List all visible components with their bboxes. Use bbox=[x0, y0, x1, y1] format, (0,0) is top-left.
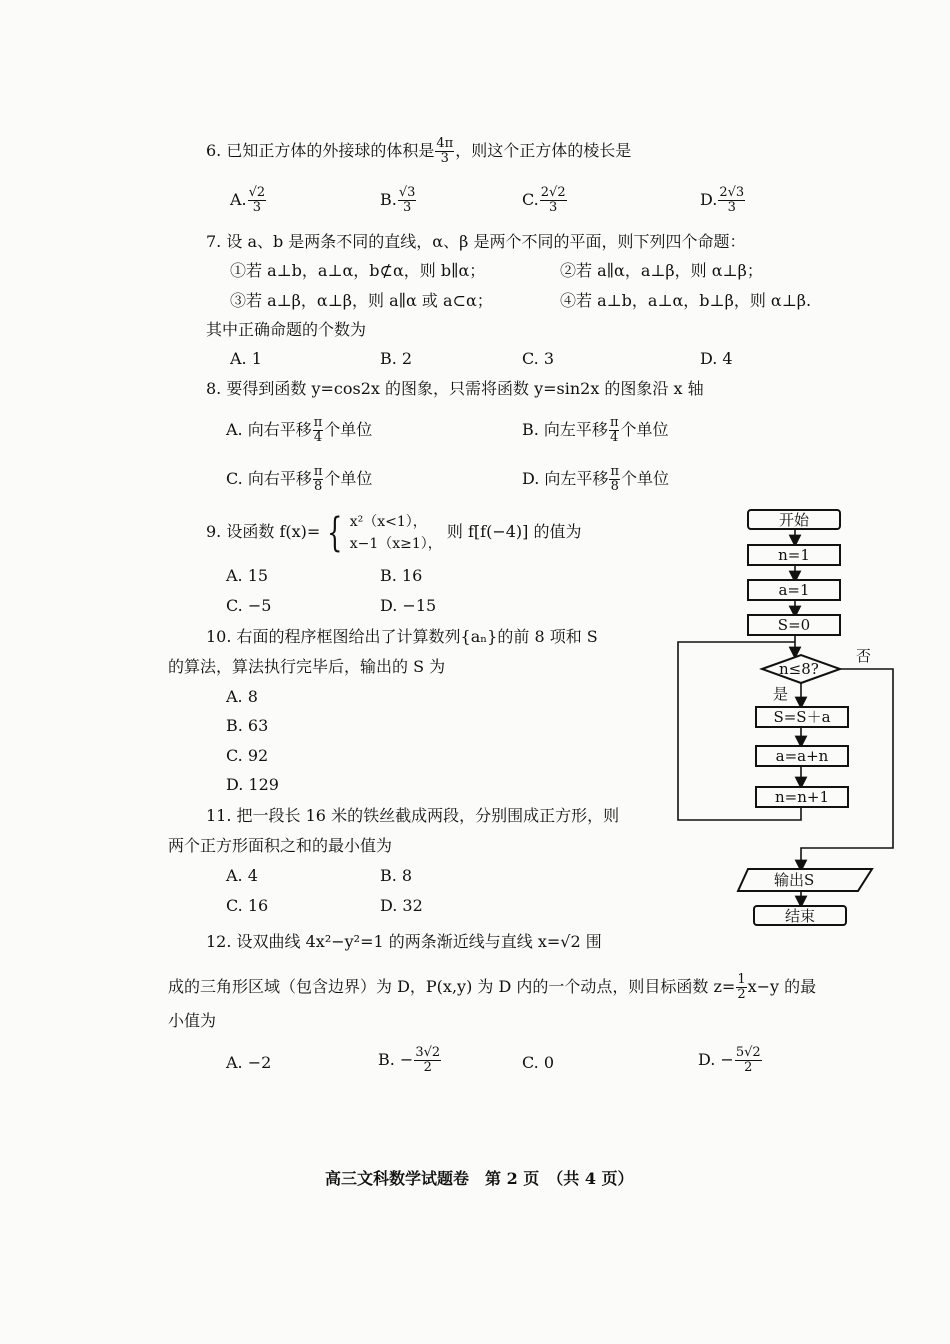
q8-opt-post: 个单位 bbox=[324, 469, 373, 488]
q11-line-2: 两个正方形面积之和的最小值为 bbox=[168, 836, 393, 855]
q12-opt-num: 3√2 bbox=[415, 1045, 441, 1060]
q8-opt-post: 个单位 bbox=[620, 469, 669, 488]
flow-a-update-box: a=a+n bbox=[755, 745, 849, 767]
q12-line2-post: x−y 的最 bbox=[747, 977, 817, 996]
q7-prop-3: ③若 a⊥β，α⊥β，则 a∥α 或 a⊂α； bbox=[230, 291, 493, 310]
q6-opt-num: √2 bbox=[248, 185, 266, 200]
q6-opt-letter: A. bbox=[230, 190, 247, 209]
q9-stem-post: 则 f[f(−4)] 的值为 bbox=[446, 522, 582, 541]
q8-opt-num: π bbox=[610, 464, 619, 479]
q8-opt-pre: D. 向左平移 bbox=[522, 469, 609, 488]
q11-option-d: D. 32 bbox=[380, 896, 423, 915]
q6-opt-letter: C. bbox=[522, 190, 539, 209]
q7-stem: 7. 设 a、b 是两条不同的直线，α、β 是两个不同的平面，则下列四个命题： bbox=[206, 232, 746, 251]
q12-opt-num: 5√2 bbox=[735, 1045, 761, 1060]
q12-frac-den: 2 bbox=[737, 987, 746, 1002]
q6-stem-post: ，则这个正方体的棱长是 bbox=[455, 141, 632, 160]
q12-line-1: 12. 设双曲线 4x²−y²=1 的两条渐近线与直线 x=√2 围 bbox=[206, 932, 602, 951]
q7-option-c: C. 3 bbox=[522, 349, 555, 368]
q12-opt-den: 2 bbox=[423, 1060, 432, 1075]
q8-opt-post: 个单位 bbox=[324, 420, 373, 439]
q7-option-d: D. 4 bbox=[700, 349, 733, 368]
q8-opt-num: π bbox=[609, 415, 619, 430]
q10-option-b: B. 63 bbox=[226, 716, 269, 735]
q12-frac-num: 1 bbox=[737, 972, 746, 987]
q11-option-b: B. 8 bbox=[380, 866, 413, 885]
q8-opt-den: 4 bbox=[610, 430, 619, 445]
flow-n-init-box: n=1 bbox=[747, 544, 841, 566]
q8-opt-den: 8 bbox=[610, 479, 619, 494]
q8-opt-num: π bbox=[313, 415, 323, 430]
q10-option-a: A. 8 bbox=[226, 687, 258, 706]
q7-prop-2: ②若 a∥α，a⊥β，则 α⊥β； bbox=[560, 261, 763, 280]
q6-opt-den: 3 bbox=[549, 200, 558, 215]
q12-opt-den: 2 bbox=[744, 1060, 753, 1075]
q8-opt-pre: C. 向右平移 bbox=[226, 469, 312, 488]
flow-output-text: 输出S bbox=[774, 871, 815, 889]
flow-s-update-box: S=S＋a bbox=[755, 706, 849, 728]
q12-line2-pre: 成的三角形区域（包含边界）为 D，P(x,y) 为 D 内的一个动点，则目标函数 z= bbox=[168, 977, 736, 996]
q6-frac-den: 3 bbox=[440, 151, 449, 166]
q11-line-1: 11. 把一段长 16 米的铁丝截成两段，分别围成正方形，则 bbox=[206, 806, 620, 825]
q12-opt-pre: C. 0 bbox=[522, 1053, 555, 1072]
q6-opt-letter: B. bbox=[380, 190, 397, 209]
q8-opt-post: 个单位 bbox=[620, 420, 669, 439]
flow-n-update-box: n=n+1 bbox=[755, 786, 849, 808]
q9-case-2: x−1（x≥1）， bbox=[349, 535, 442, 552]
q12-opt-pre: D. − bbox=[698, 1050, 734, 1069]
q9-option-a: A. 15 bbox=[226, 566, 269, 585]
q6-opt-num: √3 bbox=[398, 185, 416, 200]
q6-opt-den: 3 bbox=[252, 200, 262, 215]
q8-opt-den: 8 bbox=[313, 479, 323, 494]
q6-frac-num: 4π bbox=[436, 136, 454, 151]
flow-start-box: 开始 bbox=[747, 509, 841, 530]
q6-opt-den: 3 bbox=[727, 200, 736, 215]
q8-opt-pre: B. 向左平移 bbox=[522, 420, 608, 439]
q6-opt-num: 2√3 bbox=[719, 185, 745, 200]
flow-no-label: 否 bbox=[856, 647, 872, 665]
q7-prop-1: ①若 a⊥b，a⊥α，b⊄α，则 b∥α； bbox=[230, 261, 486, 280]
q6-opt-letter: D. bbox=[700, 190, 718, 209]
q6-stem-pre: 6. 已知正方体的外接球的体积是 bbox=[206, 141, 435, 160]
q9-stem-pre: 9. 设函数 f(x)= bbox=[206, 522, 321, 541]
q12-line-3: 小值为 bbox=[168, 1011, 217, 1030]
q7-option-a: A. 1 bbox=[230, 349, 262, 368]
q9-option-d: D. −15 bbox=[380, 596, 437, 615]
q10-option-c: C. 92 bbox=[226, 746, 269, 765]
q6-opt-den: 3 bbox=[402, 200, 412, 215]
q10-line-2: 的算法，算法执行完毕后，输出的 S 为 bbox=[168, 657, 446, 676]
q10-line-1: 10. 右面的程序框图给出了计算数列{aₙ}的前 8 项和 S bbox=[206, 627, 598, 646]
q9-option-b: B. 16 bbox=[380, 566, 423, 585]
page-footer: 高三文科数学试题卷 第 2 页 （共 4 页） bbox=[325, 1169, 634, 1188]
q8-opt-num: π bbox=[313, 464, 323, 479]
flow-yes-label: 是 bbox=[773, 685, 789, 703]
q11-option-a: A. 4 bbox=[226, 866, 258, 885]
q8-opt-den: 4 bbox=[313, 430, 323, 445]
q11-option-c: C. 16 bbox=[226, 896, 269, 915]
flow-end-box: 结束 bbox=[753, 905, 847, 926]
flow-condition-text: n≤8? bbox=[779, 660, 819, 678]
q7-option-b: B. 2 bbox=[380, 349, 413, 368]
q9-option-c: C. −5 bbox=[226, 596, 272, 615]
flow-s-init-box: S=0 bbox=[747, 614, 841, 636]
q9-case-1: x²（x<1）， bbox=[349, 513, 427, 530]
q12-opt-pre: A. −2 bbox=[226, 1053, 272, 1072]
left-brace-icon: { bbox=[327, 509, 343, 556]
no-branch-line bbox=[801, 669, 893, 866]
q6-opt-num: 2√2 bbox=[540, 185, 566, 200]
flow-a-init-box: a=1 bbox=[747, 579, 841, 601]
q7-prop-4: ④若 a⊥b，a⊥α，b⊥β，则 α⊥β. bbox=[560, 291, 812, 310]
q12-opt-pre: B. − bbox=[378, 1050, 414, 1069]
q7-question: 其中正确命题的个数为 bbox=[206, 320, 367, 339]
q8-opt-pre: A. 向右平移 bbox=[226, 420, 312, 439]
q8-stem: 8. 要得到函数 y=cos2x 的图象，只需将函数 y=sin2x 的图象沿 x 轴 bbox=[206, 379, 704, 398]
q10-option-d: D. 129 bbox=[226, 775, 279, 794]
